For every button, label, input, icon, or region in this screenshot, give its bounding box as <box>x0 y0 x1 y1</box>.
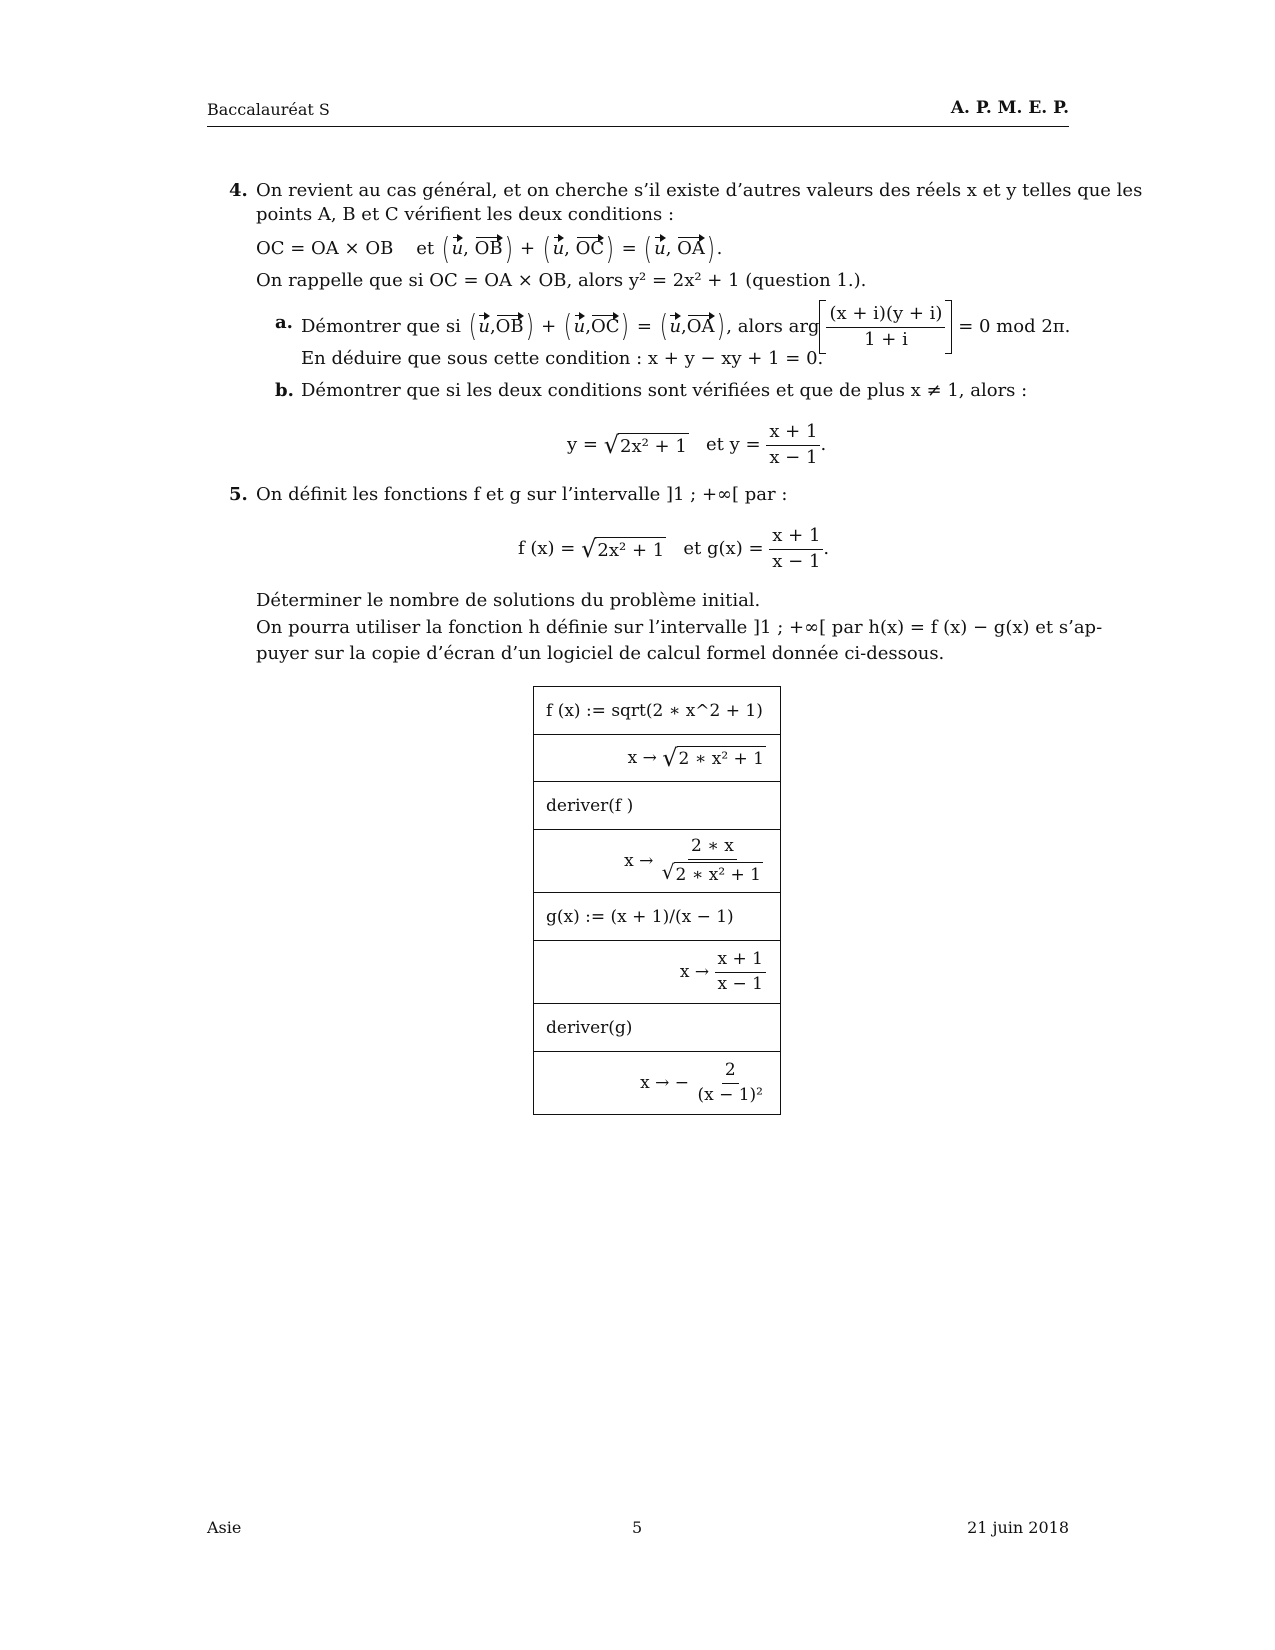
cas-output-1: x → √ 2 ∗ x² + 1 <box>534 735 780 782</box>
cas-output-3 <box>534 941 780 1004</box>
cas-input-3 <box>534 893 780 941</box>
q4a-text2: , alors arg <box>726 316 820 337</box>
q4a-text1: Démontrer que si <box>301 316 461 337</box>
cas-output-4-prefix: x → − <box>640 1073 690 1093</box>
footer-left: Asie <box>207 1518 242 1537</box>
q4b-denominator: x − 1 <box>769 446 818 468</box>
q4-condition-line: OC = OA × OB et (u, OB) + (u, OC) = (u, OA). <box>256 232 723 267</box>
q4a-tail: = 0 mod 2π. <box>958 316 1071 337</box>
q5-radicand: 2x² + 1 <box>595 537 666 562</box>
cas-output-2-prefix: x → <box>624 851 654 871</box>
cas-output-3-numerator: x + 1 <box>715 950 766 973</box>
cas-input-4 <box>534 1004 780 1052</box>
q4b-text: Démontrer que si les deux conditions sont vérifiées et que de plus x ≠ 1, alors : <box>301 380 1028 401</box>
cas-output-2-fraction: 2 ∗ x √ 2 ∗ x² + 1 <box>661 836 761 885</box>
q4-number: 4. <box>229 180 248 201</box>
cas-screenshot-table <box>533 686 781 1115</box>
q4b-equation: y = √ 2x² + 1 et y = $\frac{x + 1}{x - 1}$ . <box>567 421 827 468</box>
q4b-et-y: et y = <box>705 434 761 456</box>
q4a-denominator: 1 + i <box>864 328 908 350</box>
cas-output-1-prefix: x → <box>627 748 657 768</box>
cas-input-4-text: deriver(g) <box>546 1017 633 1038</box>
q4b-fraction <box>766 422 820 468</box>
q4a-line2: En déduire que sous cette condition : x + y − xy + 1 = 0. <box>301 348 824 369</box>
q5-equation: f (x) = √ 2x² + 1 et g(x) = $\frac{x + 1}{x - 1}$ . <box>518 525 830 572</box>
q4-line2: points A, B et C vérifient les deux conditions : <box>256 204 675 225</box>
q4-condition-product: OC = OA × OB <box>256 238 394 259</box>
q5-number: 5. <box>229 484 248 505</box>
cas-output-4-numerator: 2 <box>722 1061 739 1084</box>
q5-line1: On définit les fonctions f et g sur l’intervalle ]1 ; +∞[ par : <box>256 484 788 505</box>
q5-denominator: x − 1 <box>772 550 821 572</box>
q5-g-eq: et g(x) = <box>683 538 764 560</box>
page-header <box>207 98 1069 127</box>
cas-input-2-text: deriver(f ) <box>546 795 634 816</box>
q4a-fraction <box>826 304 945 350</box>
cas-input-3-text: g(x) := (x + 1)/(x − 1) <box>546 906 734 927</box>
q4-condition-et: et <box>416 238 435 259</box>
cas-output-2-radicand: 2 ∗ x² + 1 <box>674 862 763 885</box>
q4b-radicand: 2x² + 1 <box>618 433 689 458</box>
q5-numerator: x + 1 <box>769 526 823 550</box>
q5-fraction <box>769 526 823 572</box>
cas-output-4 <box>534 1052 780 1114</box>
q4a-label: a. <box>275 312 293 333</box>
cas-output-2-numerator: 2 ∗ x <box>688 837 737 860</box>
cas-input-1-text: f (x) := sqrt(2 ∗ x^2 + 1) <box>546 700 763 721</box>
page-number: 5 <box>632 1518 643 1537</box>
q5-line2: Déterminer le nombre de solutions du problème initial. <box>256 590 761 611</box>
q4-line1: On revient au cas général, et on cherche s’il existe d’autres valeurs des réels x et y telles que les <box>256 180 1143 201</box>
q4a-statement: Démontrer que si ( u , OB ) + ( u , OC ) = ( u , OA ) , alors arg $\frac{(x + i)(y + i)}{1 + i}$ = 0 mod 2π. <box>301 300 1070 354</box>
header-left: Baccalauréat S <box>207 100 330 119</box>
header-right: A. P. M. E. P. <box>950 98 1069 118</box>
q5-line3: On pourra utiliser la fonction h définie sur l’intervalle ]1 ; +∞[ par h(x) = f (x) − g(x) et s’ap- <box>256 617 1103 638</box>
cas-input-2 <box>534 782 780 830</box>
cas-output-3-prefix: x → <box>679 962 710 982</box>
cas-output-4-denominator: (x − 1)² <box>697 1084 763 1105</box>
q5-f-eq: f (x) = <box>518 538 576 560</box>
q5-line4: puyer sur la copie d’écran d’un logiciel de calcul formel donnée ci-dessous. <box>256 643 945 664</box>
footer-right: 21 juin 2018 <box>967 1518 1069 1537</box>
cas-output-4-fraction <box>694 1061 766 1105</box>
q4b-numerator: x + 1 <box>766 422 820 446</box>
q4b-y-eq: y = <box>567 434 598 456</box>
cas-output-3-fraction <box>715 950 766 994</box>
q4a-numerator: (x + i)(y + i) <box>826 304 945 328</box>
cas-output-1-radicand: 2 ∗ x² + 1 <box>677 746 766 770</box>
cas-input-1 <box>534 687 780 735</box>
cas-output-2 <box>534 830 780 893</box>
q4b-label: b. <box>275 380 294 401</box>
q4-recall: On rappelle que si OC = OA × OB, alors y² = 2x² + 1 (question 1.). <box>256 270 867 291</box>
cas-output-3-denominator: x − 1 <box>717 973 763 994</box>
